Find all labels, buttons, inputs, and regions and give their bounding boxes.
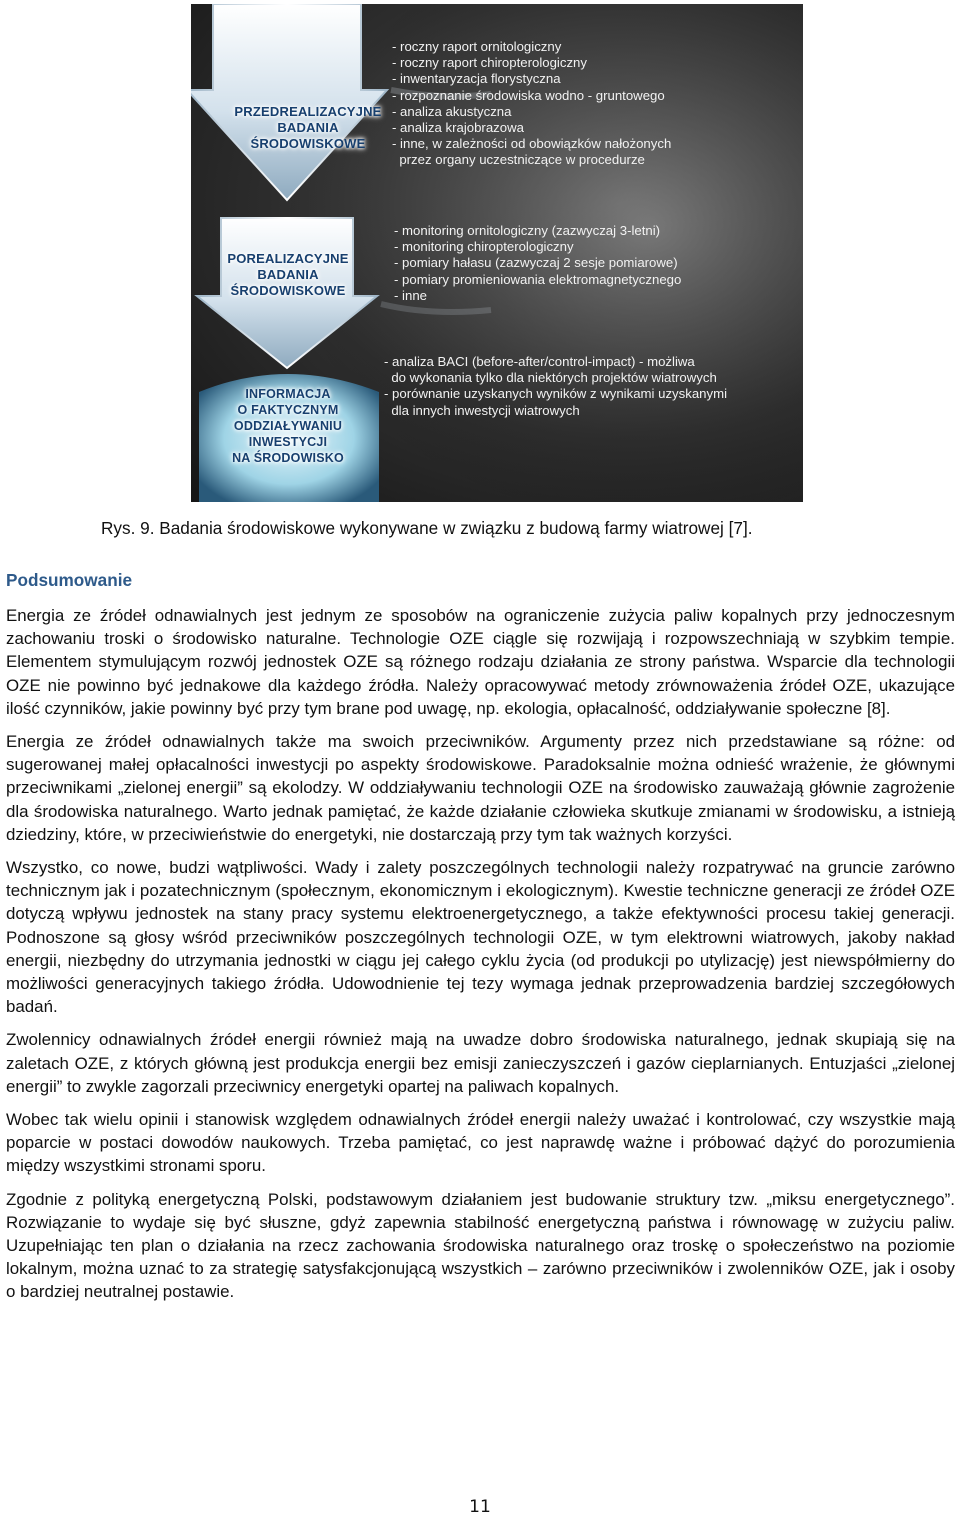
paragraph: Wobec tak wielu opinii i stanowisk względem odnawialnych źródeł energii należy uważać i kontrolować, czy wszystkie mają poparcie w postaci dowodów naukowych. Trzeba pamiętać, co jest naprawdę ważne i próbować dążyć do porozumienia między wszystkimi stronami sporu. — [6, 1110, 955, 1176]
stage-2-items — [394, 223, 681, 304]
stage-3-label-line: NA ŚRODOWISKO — [232, 451, 344, 465]
stage-2-label-line: ŚRODOWISKOWE — [230, 283, 346, 298]
list-item: - inwentaryzacja florystyczna — [392, 71, 561, 87]
paragraph: Energia ze źródeł odnawialnych jest jednym ze sposobów na ograniczenie zużycia paliw kopalnych przy jednoczesnym zachowaniu troski o środowisko naturalne. Technologie OZE ciągle się rozwijają i rozpowszechniają w szybkim tempie. Elementem stymulującym rozwój jednostek OZE są różnego rodzaju działania ze strony państwa. Wsparcie dla technologii OZE nie powinno być jednakowe dla każdego źródła. Należy opracowywać metody zrównoważenia źródeł OZE, ukazujące ilość czynników, jakie powinny być przy tym brane pod uwagę, np. ekologia, opłacalność, oddziaływanie społeczne [8]. — [6, 606, 955, 718]
stage-1-label-line: PRZEDREALIZACYJNE — [234, 104, 382, 119]
list-item: - analiza krajobrazowa — [392, 120, 524, 136]
list-item: - roczny raport ornitologiczny — [392, 39, 562, 54]
section-heading: Podsumowanie — [6, 570, 133, 590]
paragraph: Energia ze źródeł odnawialnych także ma swoich przeciwników. Argumenty przez nich przedstawiane są różne: od sugerowanej małej opłacalności inwestycji po aspekty środowiskowe. Paradoksalnie można odnieść wrażenie, że głównymi przeciwnikami „zielonej energii” są ekolodzy. W oddziaływaniu technologii OZE na środowisko zauważają głównie zagrożenie dla środowiska naturalnego. Warto jednak pamiętać, że każde działanie człowieka skutkuje zmianami w środowisku, a istnieją dziedziny, które, w przeciwieństwie do energetyki, nie dostarczają przy tym tak ważnych korzyści. — [6, 732, 955, 844]
list-item: - monitoring chiropterologiczny — [394, 239, 574, 255]
list-item: do wykonania tylko dla niektórych projektów wiatrowych — [384, 370, 717, 386]
stage-3-label-line: INWESTYCJI — [248, 435, 328, 449]
figure-environmental-studies — [191, 4, 803, 502]
paragraph: Wszystko, co nowe, budzi wątpliwości. Wady i zalety poszczególnych technologii należy rozpatrywać na gruncie zarówno technicznym jak i pozatechnicznym (społecznym, ekonomicznym i ekologicznym). Kwestie techniczne generacji ze źródeł OZE dotyczą wpływu jednostek na stany pracy systemu elektroenergetycznego, a także efektywności procesu takiej generacji. Podnoszone są głosy wśród przeciwników poszczególnych technologii OZE, w tym elektrowni wiatrowych, jakoby nakład energii, niezbędny do utrzymania jednostki w ciągu jej całego cyklu życia (od produkcji po utylizację) jest niewspółmierny do możliwości generacyjnych takiego źródła. Udowodnienie tej tezy wymaga jednak przeprowadzenia bardziej szczegółowych badań. — [6, 858, 955, 1017]
body-text — [6, 604, 955, 1314]
list-item: - inne, w zależności od obowiązków nałożonych — [392, 136, 672, 152]
stage-2-label-line: POREALIZACYJNE — [227, 251, 349, 266]
list-item: - inne — [394, 287, 427, 303]
stage-3-label-line: O FAKTYCZNYM — [237, 403, 339, 417]
stage-1-items — [392, 39, 671, 169]
list-item: - analiza akustyczna — [392, 103, 512, 119]
stage-3-label — [203, 386, 373, 466]
list-item: - rozpoznanie środowiska wodno - gruntowego — [392, 87, 665, 103]
stage-3-items — [384, 354, 727, 419]
stage-3-label-line: INFORMACJA — [245, 387, 331, 401]
page-number: 11 — [469, 1497, 491, 1517]
stage-1-label-line: ŚRODOWISKOWE — [250, 136, 366, 151]
list-item: - pomiary hałasu (zazwyczaj 2 sesje pomiarowe) — [394, 255, 678, 271]
list-item: - monitoring ornitologiczny (zazwyczaj 3-letni) — [394, 223, 661, 238]
stage-1-label-line: BADANIA — [277, 120, 339, 135]
list-item: - pomiary promieniowania elektromagnetycznego — [394, 271, 682, 287]
list-item: - roczny raport chiropterologiczny — [392, 55, 587, 71]
list-item: dla innych inwestycji wiatrowych — [384, 402, 580, 418]
figure-caption: Rys. 9. Badania środowiskowe wykonywane w związku z budową farmy wiatrowej [7]. — [101, 518, 753, 538]
stage-1-label — [223, 104, 393, 152]
paragraph: Zwolennicy odnawialnych źródeł energii również mają na uwadze dobro środowiska naturalnego, jednak skupiają się na zaletach OZE, z których główną jest produkcja energii bez emisji zanieczyszczeń i gazów cieplarnianych. Entuzjaści „zielonej energii” to zwykle zagorzali przeciwnicy energetyki opartej na paliwach kopalnych. — [6, 1030, 955, 1096]
list-item: - analiza BACI (before-after/control-impact) - możliwa — [384, 354, 695, 369]
paragraph: Zgodnie z polityką energetyczną Polski, podstawowym działaniem jest budowanie struktury tzw. „miksu energetycznego”. Rozwiązanie to wydaje się być słuszne, gdyż zapewnia stabilność energetyczną państwa i równowagę w zużyciu paliw. Uzupełniając ten plan o działania na rzecz zachowania środowiska naturalnego oraz troskę o społeczeństwo na poziomie lokalnym, można uznać to za strategię satysfakcjonującą wszystkich – zarówno przeciwników i zwolenników OZE, jak i osoby o bardziej neutralnej postawie. — [6, 1189, 955, 1302]
list-item: - porównanie uzyskanych wyników z wynikami uzyskanymi — [384, 386, 727, 402]
stage-2-label-line: BADANIA — [257, 267, 319, 282]
list-item: przez organy uczestniczące w procedurze — [392, 152, 645, 168]
stage-2-label — [203, 251, 373, 299]
stage-3-label-line: ODDZIAŁYWANIU — [233, 419, 343, 433]
